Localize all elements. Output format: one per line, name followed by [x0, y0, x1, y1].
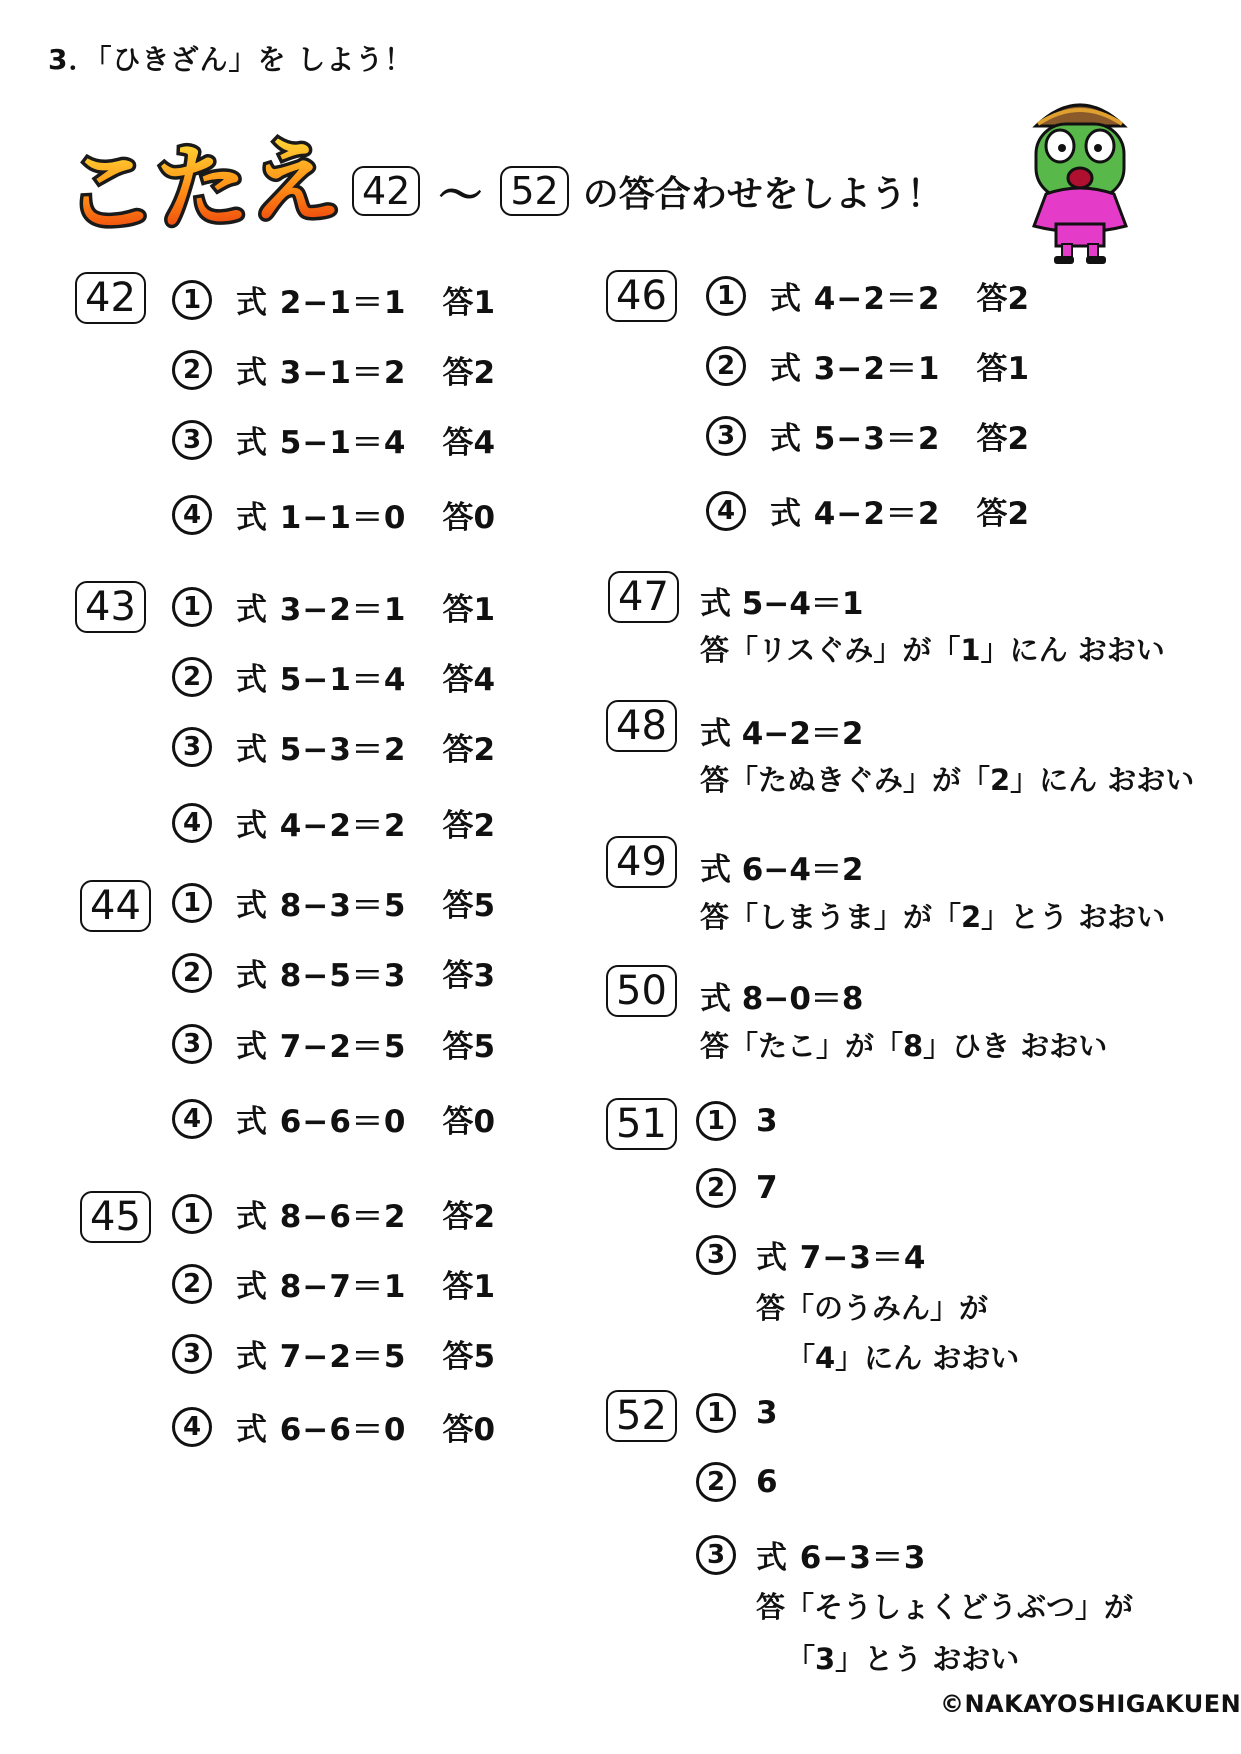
- answer: 答2: [442, 355, 496, 391]
- answer-row: [172, 277, 495, 322]
- equation: 式 8−5＝3: [236, 958, 407, 994]
- equation: 式 5−3＝2: [236, 732, 407, 768]
- answer-row: [696, 1101, 779, 1141]
- equation: 式 7−2＝5: [236, 1029, 407, 1065]
- answer-row: [696, 1232, 926, 1277]
- equation: 式 5−3＝2: [770, 421, 941, 457]
- problem-number-box: 49: [606, 836, 677, 888]
- answer-row: [706, 413, 1029, 458]
- answer-row: [706, 273, 1029, 318]
- svg-text:こたえ: こたえ: [61, 126, 343, 248]
- answer: 3: [756, 1103, 779, 1139]
- equation: 式 6−4＝2: [700, 852, 864, 888]
- equation: 式 6−3＝3: [756, 1540, 927, 1576]
- answer: 答5: [442, 1029, 496, 1065]
- circled-number: 3: [696, 1535, 736, 1575]
- answer-row: [172, 492, 495, 537]
- circled-number: 3: [706, 416, 746, 456]
- problem-number-box: 46: [606, 270, 677, 322]
- answer-row: [696, 1532, 926, 1577]
- range-end-box: 52: [500, 166, 568, 216]
- range-instruction: の答合わせをしよう！: [582, 173, 943, 215]
- circled-number: 2: [172, 657, 212, 697]
- answer: 答「たこ」が「8」ひき おおい: [700, 1029, 1108, 1063]
- circled-number: 4: [172, 1407, 212, 1447]
- answer-row: [172, 1261, 495, 1306]
- equation: 式 1−1＝0: [236, 500, 407, 536]
- answer-row: [706, 343, 1029, 388]
- answer: 答2: [442, 1199, 496, 1235]
- circled-number: 1: [172, 1194, 212, 1234]
- circled-number: 3: [172, 1334, 212, 1374]
- answer-row: [172, 1404, 495, 1449]
- circled-number: 3: [696, 1235, 736, 1275]
- problem-number-box: 42: [75, 272, 146, 324]
- answer-row: [172, 347, 495, 392]
- answer-row: [172, 1331, 495, 1376]
- answer-row: [706, 488, 1029, 533]
- answer: 答2: [442, 732, 496, 768]
- problem-number-box: 45: [80, 1191, 151, 1243]
- answer-row: [172, 417, 495, 462]
- circled-number: 1: [172, 883, 212, 923]
- circled-number: 3: [172, 420, 212, 460]
- answer: 6: [756, 1464, 779, 1500]
- mascot-illustration: [1016, 86, 1144, 266]
- problem-number-box: 43: [75, 581, 146, 633]
- equation: 式 7−2＝5: [236, 1339, 407, 1375]
- equation: 式 2−1＝1: [236, 285, 407, 321]
- answer: 答「そうしょくどうぶつ」が: [756, 1590, 1134, 1624]
- answer: 答4: [442, 662, 496, 698]
- answer-row: [172, 950, 495, 995]
- answer-row: [172, 1191, 495, 1236]
- section-title: 3．「ひきざん」を しよう！: [48, 43, 414, 76]
- answer-row: [172, 800, 495, 845]
- answer-row: [172, 880, 495, 925]
- equation: 式 3−2＝1: [236, 592, 407, 628]
- problem-number-box: 48: [606, 700, 677, 752]
- answer: 7: [756, 1170, 779, 1206]
- circled-number: 2: [172, 953, 212, 993]
- equation: 式 6−6＝0: [236, 1104, 407, 1140]
- answer: 答2: [976, 496, 1030, 532]
- circled-number: 1: [696, 1393, 736, 1433]
- circled-number: 1: [172, 587, 212, 627]
- answer-row: [696, 1462, 779, 1502]
- answer: 答3: [442, 958, 496, 994]
- equation: 式 3−1＝2: [236, 355, 407, 391]
- answer-continued: 「4」にん おおい: [786, 1341, 1020, 1375]
- circled-number: 3: [172, 1024, 212, 1064]
- copyright: ©NAKAYOSHIGAKUEN: [940, 1690, 1241, 1718]
- problem-number-box: 44: [80, 880, 151, 932]
- circled-number: 4: [172, 495, 212, 535]
- answer-continued: 「3」とう おおい: [786, 1642, 1020, 1676]
- problem-number-box: 50: [606, 965, 677, 1017]
- circled-number: 1: [696, 1101, 736, 1141]
- answer-row: [172, 1021, 495, 1066]
- kotae-logo: [60, 112, 343, 252]
- equation: 式 4−2＝2: [700, 716, 864, 752]
- answer: 答1: [442, 1269, 496, 1305]
- answer: 答1: [976, 351, 1030, 387]
- answer-row: [696, 1393, 779, 1433]
- answer-row: [172, 724, 495, 769]
- answer-row: [172, 654, 495, 699]
- circled-number: 1: [706, 276, 746, 316]
- answer: 答0: [442, 1412, 496, 1448]
- answer: 答「リスぐみ」が「1」にん おおい: [700, 633, 1165, 667]
- answer: 答2: [976, 281, 1030, 317]
- answer: 答0: [442, 1104, 496, 1140]
- answer: 答「たぬきぐみ」が「2」にん おおい: [700, 763, 1195, 797]
- answer: 3: [756, 1395, 779, 1431]
- circled-number: 2: [696, 1168, 736, 1208]
- equation: 式 7−3＝4: [756, 1240, 927, 1276]
- equation: 式 6−6＝0: [236, 1412, 407, 1448]
- answer: 答「しまうま」が「2」とう おおい: [700, 900, 1166, 934]
- equation: 式 3−2＝1: [770, 351, 941, 387]
- answer: 答4: [442, 425, 496, 461]
- circled-number: 2: [696, 1462, 736, 1502]
- equation: 式 8−6＝2: [236, 1199, 407, 1235]
- circled-number: 3: [172, 727, 212, 767]
- equation: 式 4−2＝2: [770, 281, 941, 317]
- answer: 答0: [442, 500, 496, 536]
- answer: 答「のうみん」が: [756, 1291, 989, 1325]
- problem-number-box: 51: [606, 1098, 677, 1150]
- answer: 答1: [442, 285, 496, 321]
- circled-number: 4: [706, 491, 746, 531]
- answer-row: [172, 584, 495, 629]
- answer: 答5: [442, 1339, 496, 1375]
- answer-row: [696, 1168, 779, 1208]
- problem-number-box: 52: [606, 1390, 677, 1442]
- circled-number: 4: [172, 803, 212, 843]
- circled-number: 4: [172, 1099, 212, 1139]
- answer: 答1: [442, 592, 496, 628]
- range-separator: 〜: [438, 170, 483, 221]
- answer-row: [172, 1096, 495, 1141]
- equation: 式 4−2＝2: [770, 496, 941, 532]
- answer: 答2: [976, 421, 1030, 457]
- answer-range: [352, 163, 943, 219]
- equation: 式 8−7＝1: [236, 1269, 407, 1305]
- problem-number-box: 47: [608, 571, 679, 623]
- equation: 式 8−0＝8: [700, 981, 864, 1017]
- answer: 答5: [442, 888, 496, 924]
- equation: 式 4−2＝2: [236, 808, 407, 844]
- equation: 式 5−1＝4: [236, 662, 407, 698]
- range-start-box: 42: [352, 166, 420, 216]
- circled-number: 1: [172, 280, 212, 320]
- circled-number: 2: [172, 1264, 212, 1304]
- equation: 式 8−3＝5: [236, 888, 407, 924]
- equation: 式 5−1＝4: [236, 425, 407, 461]
- answer: 答2: [442, 808, 496, 844]
- circled-number: 2: [172, 350, 212, 390]
- equation: 式 5−4＝1: [700, 586, 864, 622]
- circled-number: 2: [706, 346, 746, 386]
